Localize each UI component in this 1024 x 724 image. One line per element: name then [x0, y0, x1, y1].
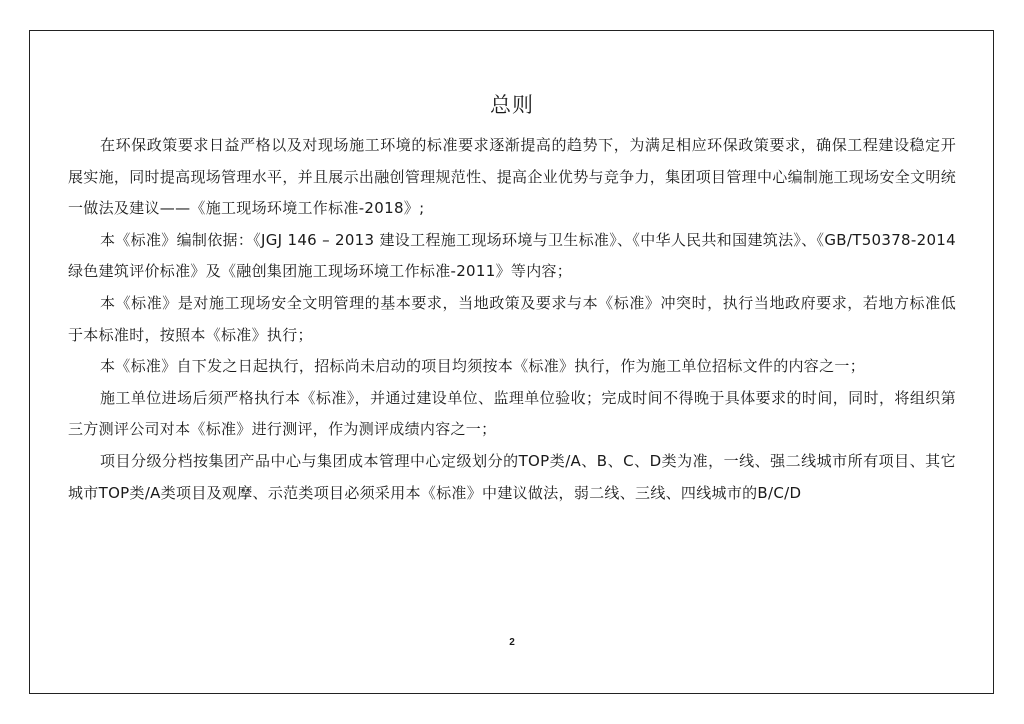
paragraph-effective-date: 本《标准》自下发之日起执行，招标尚未启动的项目均须按本《标准》执行，作为施工单位招标文件的内容之一； [100, 357, 866, 376]
document-body [68, 130, 956, 509]
paragraph-background: 在环保政策要求日益严格以及对现场施工环境的标准要求逐渐提高的趋势下，为满足相应环保政策要求，确保工程建设稳定开展实施，同时提高现场管理水平，并且展示出融创管理规范性、提高企业优势与竞争力，集团项目管理中心编制施工现场安全文明统一做法及建议——《施工现场环境工作标准-2018》; [68, 136, 956, 218]
paragraph-contractor: 施工单位进场后须严格执行本《标准》，并通过建设单位、监理单位验收；完成时间不得晚于具体要求的时间，同时，将组织第三方测评公司对本《标准》进行测评，作为测评成绩内容之一； [68, 388, 956, 439]
paragraph-basis: 本《标准》编制依据：《JGJ 146 – 2013 建设工程施工现场环境与卫生标准》、《中华人民共和国建筑法》、《GB/T50378-2014 绿色建筑评价标准》及《融创集团施工现场环境工作标准-2011》等内容； [68, 230, 956, 281]
paragraph-requirements: 本《标准》是对施工现场安全文明管理的基本要求，当地政策及要求与本《标准》冲突时，执行当地政府要求，若地方标准低于本标准时，按照本《标准》执行； [68, 293, 956, 344]
page-number: 2 [509, 637, 515, 648]
page-title: 总则 [490, 93, 534, 117]
paragraph-classification: 项目分级分档按集团产品中心与集团成本管理中心定级划分的TOP类/A、B、C、D类为准，一线、强二线城市所有项目、其它城市TOP类/A类项目及观摩、示范类项目必须采用本《标准》中建议做法，弱二线、三线、四线城市的B/C/D [68, 451, 956, 502]
